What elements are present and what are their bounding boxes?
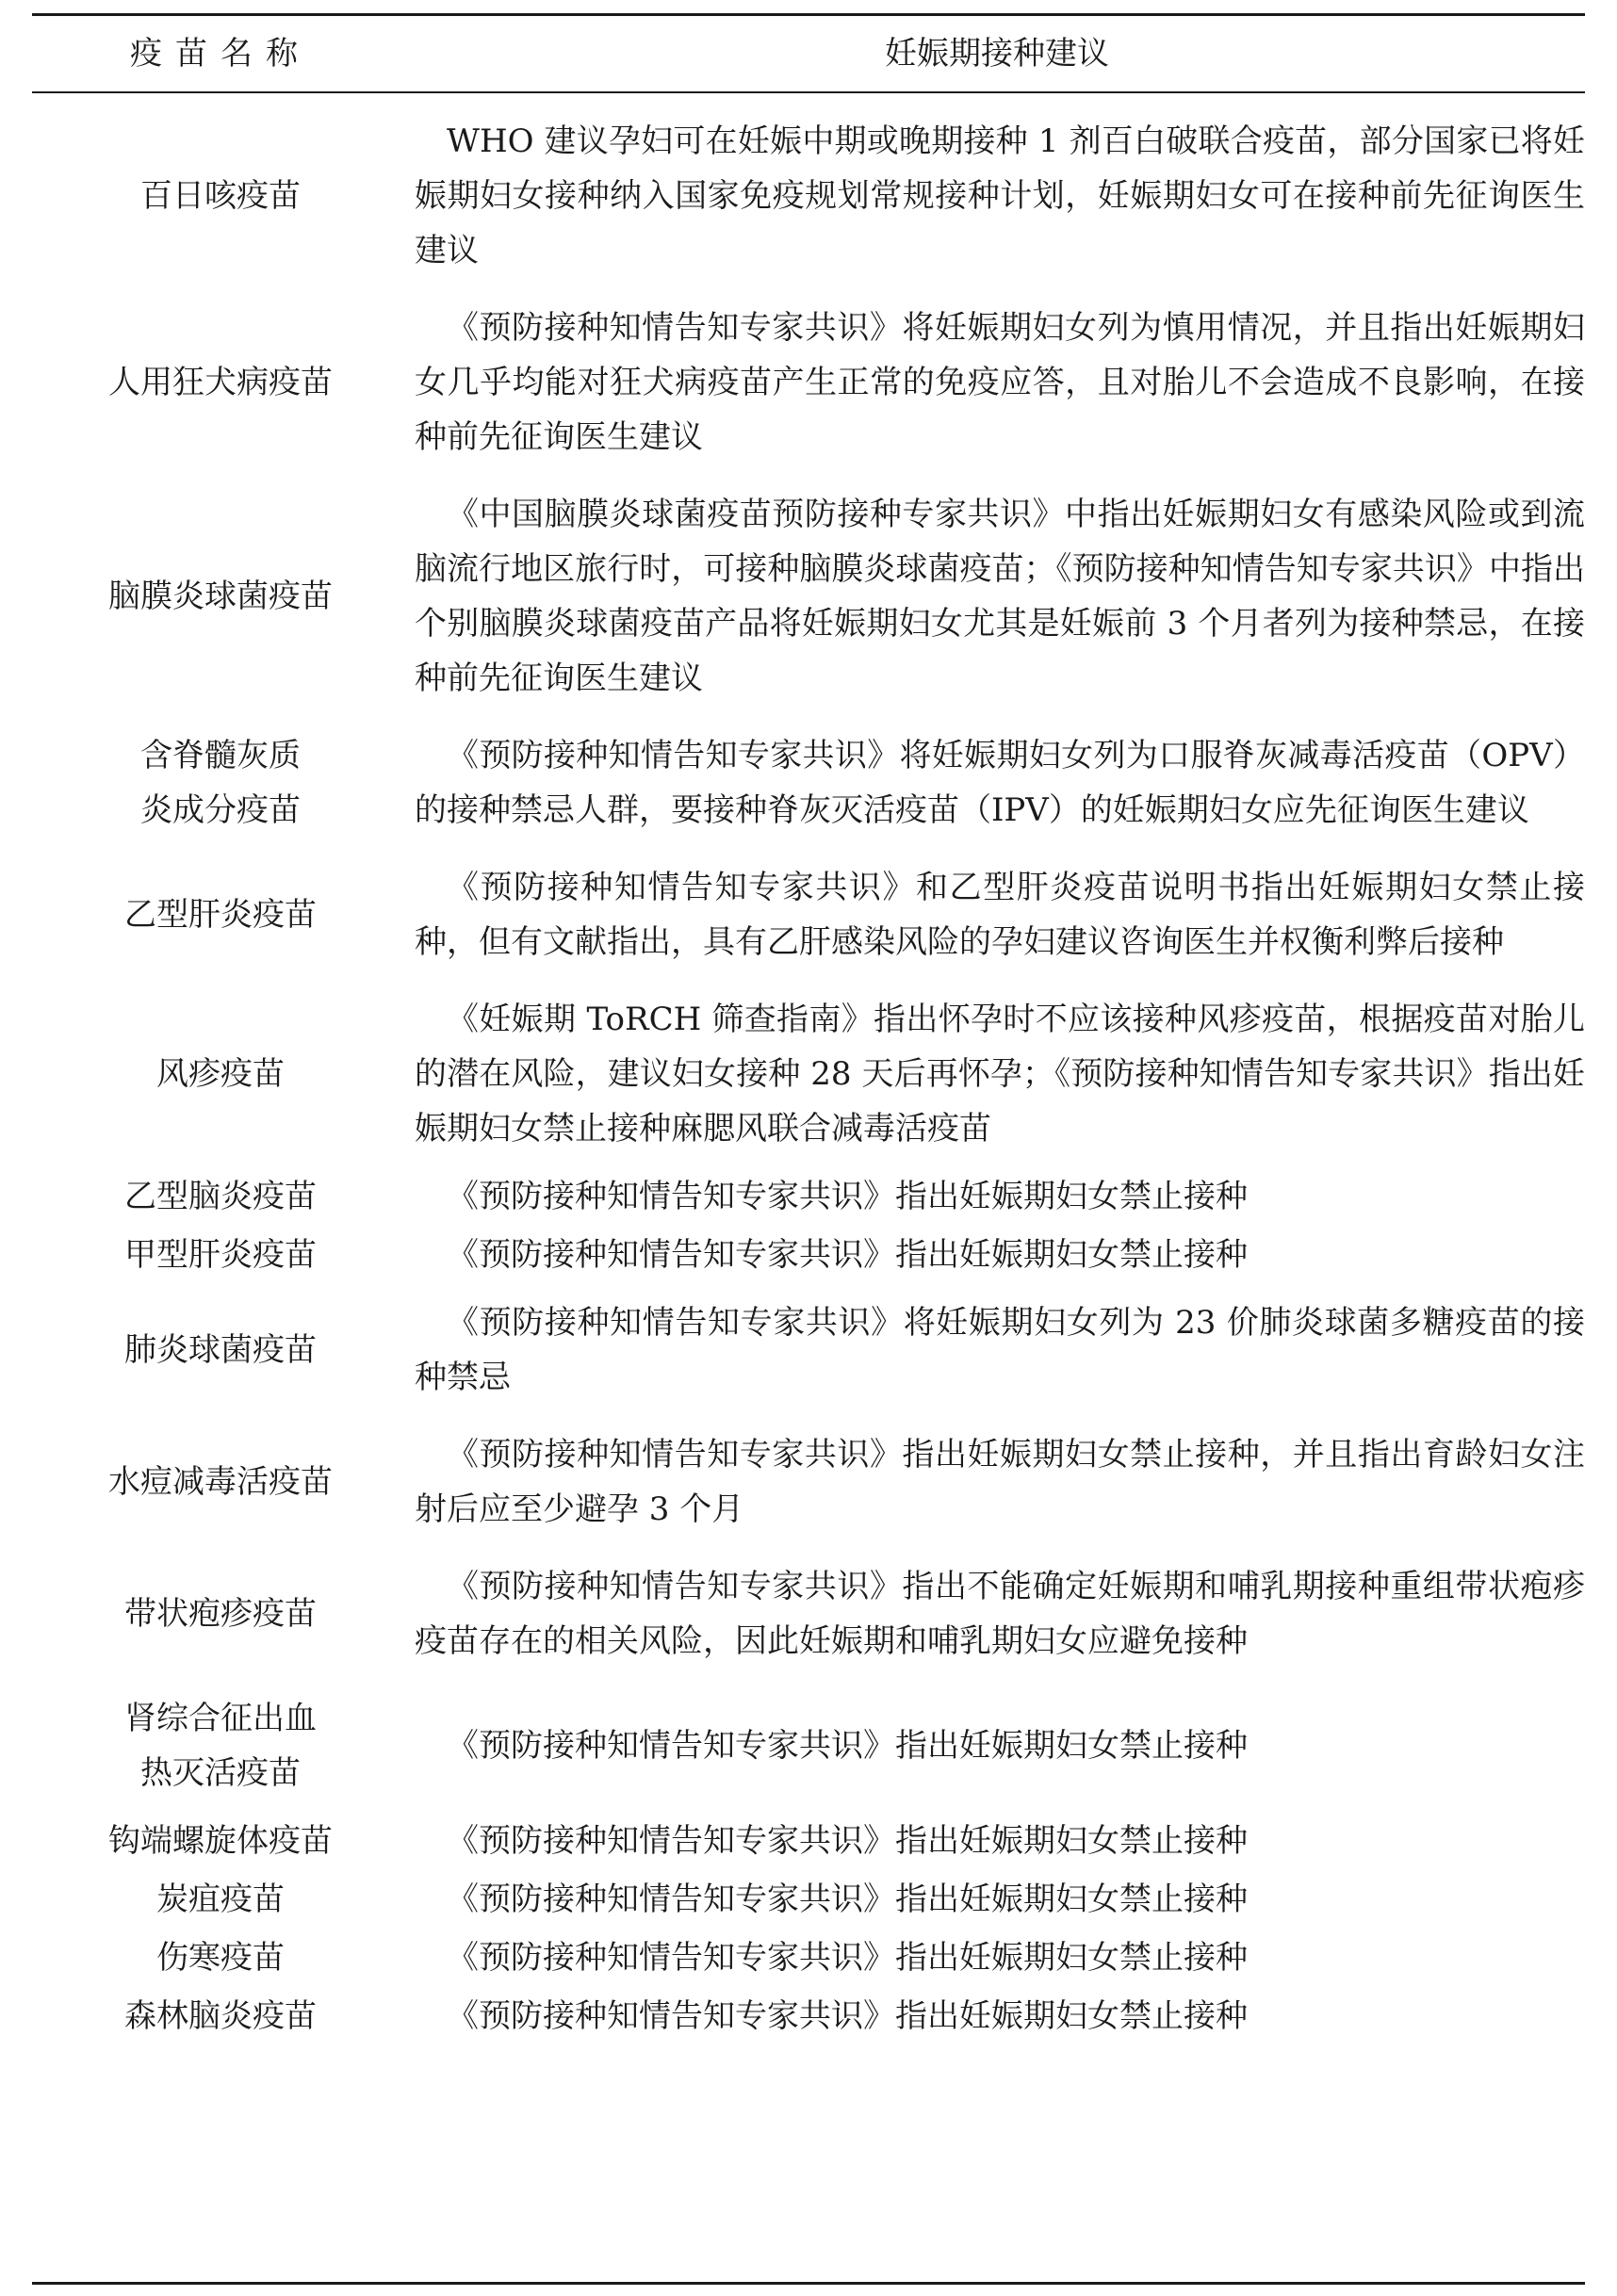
table-row [32, 1680, 1585, 1812]
advice-cell: 《预防接种知情告知专家共识》指出妊娠期妇女禁止接种 [447, 1997, 1248, 2035]
table-row [32, 1987, 1585, 2045]
table-row [32, 1284, 1585, 1416]
table-row [32, 1870, 1585, 1929]
vaccine-name-cell: 炭疽疫苗 [156, 1881, 285, 1918]
advice-cell: 《预防接种知情告知专家共识》指出妊娠期妇女禁止接种，并且指出育龄妇女注射后应至少避孕 3 个月 [415, 1436, 1585, 1528]
vaccine-name-cell: 森林脑炎疫苗 [124, 1997, 317, 2035]
vaccine-name-cell: 带状疱疹疫苗 [124, 1595, 317, 1633]
table-bottom-rule [32, 2282, 1585, 2285]
vaccine-name-cell: 水痘减毒活疫苗 [108, 1463, 333, 1501]
table-row [32, 1812, 1585, 1870]
table-row [32, 476, 1585, 717]
advice-cell: 《预防接种知情告知专家共识》指出妊娠期妇女禁止接种 [447, 1727, 1248, 1765]
vaccine-name-cell: 风疹疫苗 [156, 1055, 285, 1093]
advice-cell: WHO 建议孕妇可在妊娠中期或晚期接种 1 剂百白破联合疫苗，部分国家已将妊娠期妇女接种纳入国家免疫规划常规接种计划，妊娠期妇女可在接种前先征询医生建议 [415, 122, 1585, 269]
vaccine-name-cell: 人用狂犬病疫苗 [108, 364, 333, 401]
vaccine-name-cell: 脑膜炎球菌疫苗 [108, 578, 333, 615]
vaccine-name-line: 热灭活疫苗 [140, 1754, 301, 1792]
column-header-vaccine-name: 疫苗名称 [130, 35, 311, 73]
vaccine-name-line: 肾综合征出血 [124, 1700, 317, 1737]
vaccine-name-cell: 钩端螺旋体疫苗 [108, 1822, 333, 1860]
advice-cell: 《预防接种知情告知专家共识》将妊娠期妇女列为 23 价肺炎球菌多糖疫苗的接种禁忌 [415, 1304, 1585, 1396]
vaccine-table [32, 13, 1585, 2045]
advice-cell: 《预防接种知情告知专家共识》将妊娠期妇女列为口服脊灰减毒活疫苗（OPV）的接种禁忌人群，要接种脊灰灭活疫苗（IPV）的妊娠期妇女应先征询医生建议 [415, 737, 1585, 829]
vaccine-name-cell: 甲型肝炎疫苗 [124, 1236, 317, 1274]
vaccine-name-line: 含脊髓灰质 [140, 737, 301, 774]
vaccine-name-cell: 百日咳疫苗 [140, 177, 301, 215]
advice-cell: 《预防接种知情告知专家共识》将妊娠期妇女列为慎用情况，并且指出妊娠期妇女几乎均能对狂犬病疫苗产生正常的免疫应答，且对胎儿不会造成不良影响，在接种前先征询医生建议 [415, 309, 1585, 456]
advice-cell: 《预防接种知情告知专家共识》和乙型肝炎疫苗说明书指出妊娠期妇女禁止接种，但有文献指出，具有乙肝感染风险的孕妇建议咨询医生并权衡利弊后接种 [415, 869, 1585, 961]
table-row [32, 981, 1585, 1167]
advice-cell: 《预防接种知情告知专家共识》指出不能确定妊娠期和哺乳期接种重组带状疱疹疫苗存在的相关风险，因此妊娠期和哺乳期妇女应避免接种 [415, 1568, 1585, 1660]
table-row [32, 1548, 1585, 1680]
table-row [32, 103, 1585, 289]
vaccine-name-cell [32, 728, 409, 838]
table-row [32, 289, 1585, 476]
table-header-row [32, 16, 1585, 91]
advice-cell: 《预防接种知情告知专家共识》指出妊娠期妇女禁止接种 [447, 1178, 1248, 1215]
vaccine-name-line: 炎成分疫苗 [140, 791, 301, 829]
advice-cell: 《预防接种知情告知专家共识》指出妊娠期妇女禁止接种 [447, 1236, 1248, 1274]
vaccine-name-cell: 肺炎球菌疫苗 [124, 1331, 317, 1369]
table-row [32, 1167, 1585, 1226]
table-row [32, 1929, 1585, 1987]
table-row [32, 849, 1585, 981]
advice-cell: 《预防接种知情告知专家共识》指出妊娠期妇女禁止接种 [447, 1881, 1248, 1918]
advice-cell: 《预防接种知情告知专家共识》指出妊娠期妇女禁止接种 [447, 1939, 1248, 1977]
vaccine-name-cell: 伤寒疫苗 [156, 1939, 285, 1977]
table-row [32, 1226, 1585, 1284]
table-body [32, 93, 1585, 2045]
table-row [32, 717, 1585, 849]
table-row [32, 1416, 1585, 1548]
advice-cell: 《中国脑膜炎球菌疫苗预防接种专家共识》中指出妊娠期妇女有感染风险或到流脑流行地区旅行时，可接种脑膜炎球菌疫苗；《预防接种知情告知专家共识》中指出个别脑膜炎球菌疫苗产品将妊娠期妇女尤其是妊娠前 3 个月者列为接种禁忌，在接种前先征询医生建议 [415, 496, 1585, 697]
column-header-pregnancy-advice: 妊娠期接种建议 [885, 35, 1109, 73]
vaccine-name-cell: 乙型肝炎疫苗 [124, 896, 317, 934]
advice-cell: 《预防接种知情告知专家共识》指出妊娠期妇女禁止接种 [447, 1822, 1248, 1860]
advice-cell: 《妊娠期 ToRCH 筛查指南》指出怀孕时不应该接种风疹疫苗，根据疫苗对胎儿的潜在风险，建议妇女接种 28 天后再怀孕；《预防接种知情告知专家共识》指出妊娠期妇女禁止接种麻腮风联合减毒活疫苗 [415, 1001, 1585, 1148]
vaccine-name-cell [32, 1691, 409, 1800]
vaccine-name-cell: 乙型脑炎疫苗 [124, 1178, 317, 1215]
